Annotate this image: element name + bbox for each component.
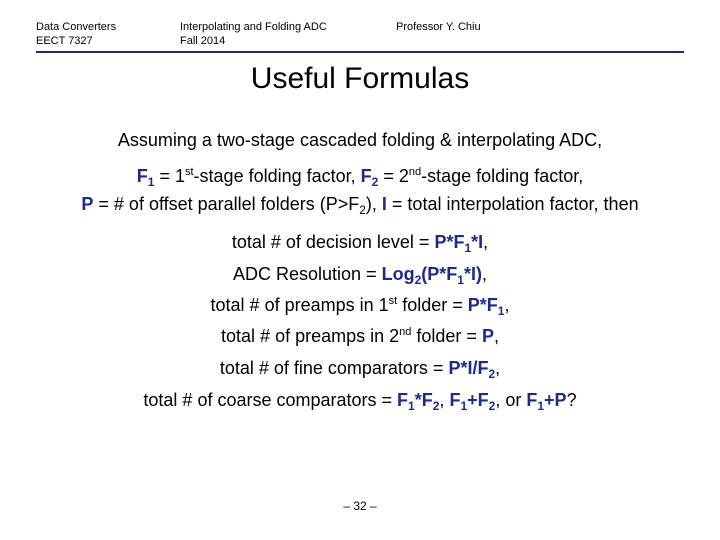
header-course <box>36 20 116 48</box>
definition-line-1: $F_1$ = 1st-stage folding factor, $F_2$ = 2nd-stage folding factor, <box>136 166 584 189</box>
formula-decision-levels: total # of decision level = $P*F_1*I$, <box>231 232 489 255</box>
header-topic <box>180 20 327 48</box>
formula-preamps-first-folder: total # of preamps in 1st folder = $P*F_1$, <box>210 295 510 318</box>
intro-text: Assuming a two-stage cascaded folding & interpolating ADC, <box>117 130 603 150</box>
term: Fall 2014 <box>180 35 226 47</box>
formula-fine-comparators: total # of fine comparators = $P*I/F_2$, <box>219 358 501 381</box>
header-professor <box>396 20 481 34</box>
f2-symbol: $F_2$ <box>360 166 379 189</box>
page-number: – 32 – <box>343 499 377 513</box>
slide-title: Useful Formulas <box>250 62 470 95</box>
course-name: Data Converters <box>36 21 117 33</box>
definition-line-2: P = # of offset parallel folders $(P>F_2)$, I = total interpolation factor, then <box>81 194 639 217</box>
formula-coarse-comparators: total # of coarse comparators = $F_1*F_2$, $F_1+F_2$, or $F_1+P$? <box>143 390 577 413</box>
formula-adc-resolution: ADC Resolution = $Log_2(P*F_1*I)$, <box>233 264 487 287</box>
header-divider <box>36 51 684 53</box>
i-symbol: I <box>381 194 387 214</box>
formula-preamps-second-folder: total # of preamps in 2nd folder = P, <box>221 326 499 346</box>
intro-line <box>0 130 720 151</box>
professor-name: Professor Y. Chiu <box>396 21 481 33</box>
course-code: EECT 7327 <box>36 35 93 47</box>
f1-symbol: $F_1$ <box>136 166 155 189</box>
p-symbol: P <box>81 194 94 214</box>
topic-name: Interpolating and Folding ADC <box>180 21 327 33</box>
